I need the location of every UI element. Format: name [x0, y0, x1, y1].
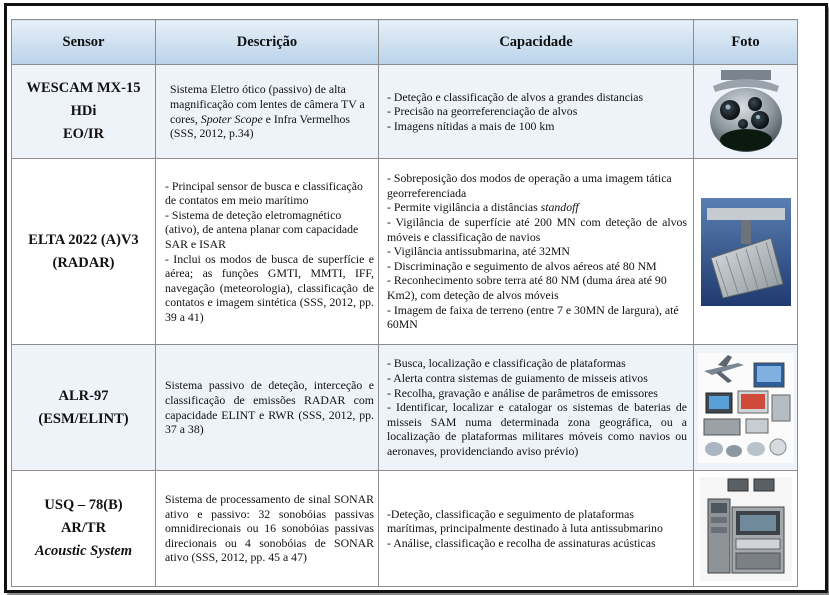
header-capacidade: Capacidade: [379, 20, 694, 65]
wescam-turret-photo: [705, 70, 787, 154]
header-row: [12, 20, 798, 65]
header-sensor: Sensor: [12, 20, 156, 65]
description-cell: Sistema de processamento de sinal SONAR ativo e passivo: 32 sonobóias passivas omnidirecionais ou 16 sonobóias passivas direcionais ou 4 sonobóias de SONAR ativo (SSS, 2012, pp. 45 a 47): [156, 471, 379, 587]
photo-cell: [694, 65, 798, 159]
photo-cell: [694, 159, 798, 345]
sensor-cell: WESCAM MX-15 HDi EO/IR: [12, 65, 156, 159]
capability-cell: -Deteção, classificação e seguimento de plataformas marítimas, principalmente destinado à luta antissubmarino - Análise, classificação e recolha de assinaturas acústicas: [379, 471, 694, 587]
header-foto: Foto: [694, 20, 798, 65]
standoff-prefix: - Permite vigilância a distâncias: [387, 200, 541, 215]
esm-equipment-photo: [698, 353, 794, 463]
table-row: [12, 345, 798, 471]
description-cell: Sistema passivo de deteção, interceção e classificação de emissões RADAR com capacidade ELINT e RWR (SSS, 2012, pp. 37 a 38): [156, 345, 379, 471]
description-cell: Sistema Eletro ótico (passivo) de alta magnificação com lentes de câmera TV a cores, Spoter Scope e Infra Vermelhos (SSS, 2012, p.34): [156, 65, 379, 159]
capability-cell: - Deteção e classificação de alvos a grandes distancias - Precisão na georreferenciação de alvos - Imagens nítidas a mais de 100 km: [379, 65, 694, 159]
standoff-word: standoff: [540, 200, 579, 215]
capability-cell: - Sobreposição dos modos de operação a uma imagem tática georreferenciada - Permite vigilância a distâncias standoff - Vigilância de superfície até 200 MN com deteção de alvos móveis e classificação de navios - Vigilância antissubmarina, até 32MN - Discriminação e seguimento de alvos aéreos até 80 NM - Reconhecimento sobre terra até 80 NM (duma área até 90 Km2), com deteção de alvos móveis - Imagem de faixa de terreno (entre 7 e 30MN de largura), até 60MN: [379, 159, 694, 345]
sensor-cell: ALR-97 (ESM/ELINT): [12, 345, 156, 471]
description-cell: - Principal sensor de busca e classificação de contatos em meio marítimo - Sistema de deteção eletromagnético (ativo), de antena planar com capacidade SAR e ISAR - Inclui os modos de busca de superfície e aérea; as funções GMTI, MMTI, IFF, navegação (meteorologia), classificação de contatos e imagem sintética (SSS, 2012, pp. 39 a 41): [156, 159, 379, 345]
photo-cell: [694, 345, 798, 471]
standoff-line: [387, 200, 687, 215]
capability-cell: - Busca, localização e classificação de plataformas - Alerta contra sistemas de guiamento de misseis ativos - Recolha, gravação e análise de parâmetros de emissores - Identificar, localizar e catalogar os sistemas de baterias de misseis SAM numa determinada zona geográfica, ou a localização de plataformas militares móveis como navios ou aeronaves, providenciando aviso prévio): [379, 345, 694, 471]
table-row: [12, 471, 798, 587]
header-descricao: Descrição: [156, 20, 379, 65]
table-row: [12, 159, 798, 345]
photo-cell: [694, 471, 798, 587]
radar-antenna-photo: [701, 198, 791, 306]
sensor-cell: ELTA 2022 (A)V3 (RADAR): [12, 159, 156, 345]
sensor-cell: USQ – 78(B) AR/TR Acoustic System: [12, 471, 156, 587]
sonar-console-photo: [700, 477, 792, 581]
sensor-table: [11, 19, 798, 587]
table-row: [12, 65, 798, 159]
